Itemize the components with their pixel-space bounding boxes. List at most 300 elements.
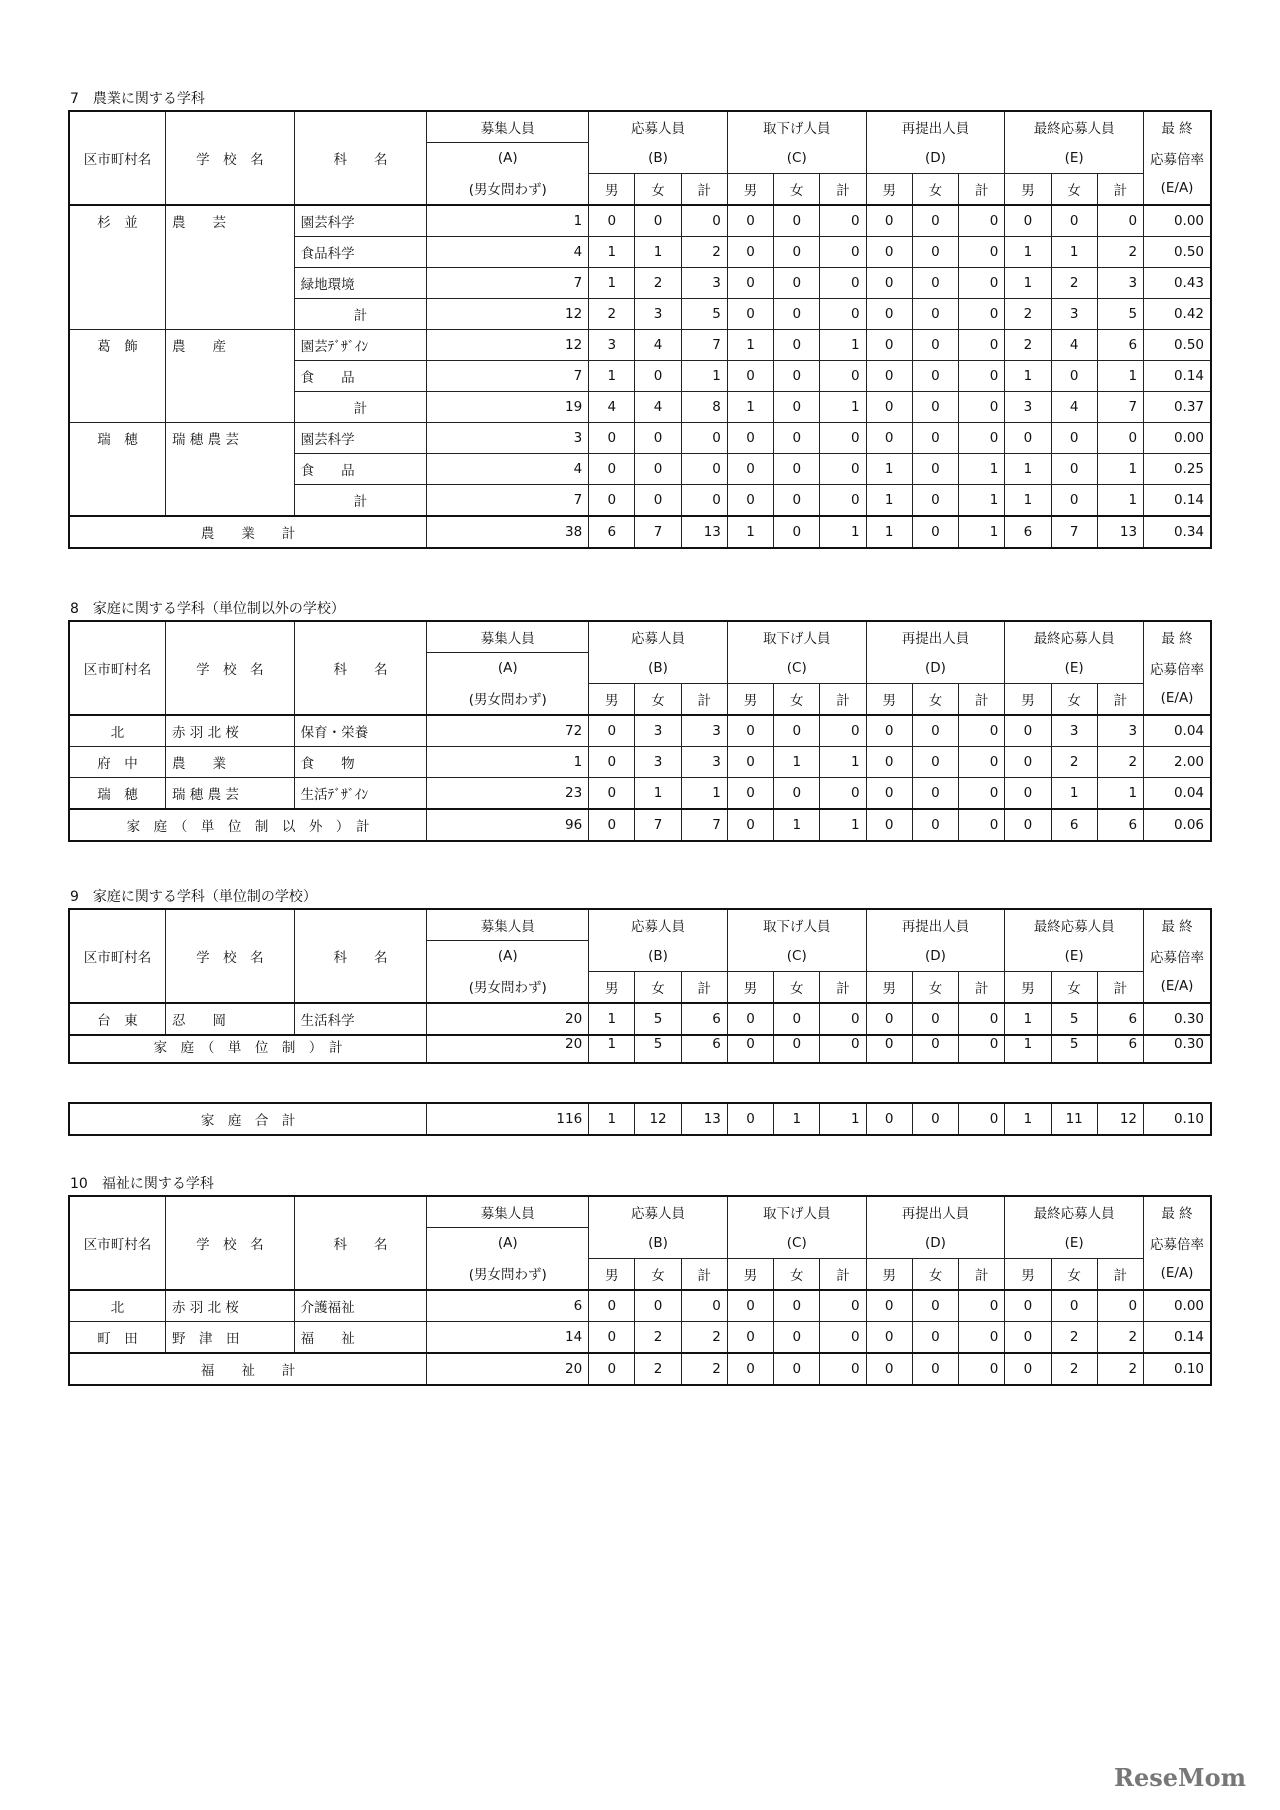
cell: 1 xyxy=(727,391,773,422)
cell: 女 xyxy=(774,683,820,715)
cell: 0 xyxy=(820,236,866,267)
cell: 0 xyxy=(866,298,912,329)
cell: 0 xyxy=(774,298,820,329)
cell: 1 xyxy=(866,516,912,548)
cell: 0 xyxy=(1097,1290,1143,1322)
cell xyxy=(69,391,166,422)
cell: 2 xyxy=(1097,746,1143,777)
cell: 0 xyxy=(820,298,866,329)
cell: 女 xyxy=(912,1258,958,1290)
cell: 最 終 xyxy=(1144,111,1211,143)
cell xyxy=(166,453,295,484)
cell: 116 xyxy=(427,1103,589,1135)
cell: 1 xyxy=(774,1103,820,1135)
cell: 最 終 xyxy=(1144,1196,1211,1228)
cell xyxy=(166,267,295,298)
cell: 計 xyxy=(959,683,1005,715)
cell: 0 xyxy=(589,746,635,777)
cell: 学 校 名 xyxy=(166,111,295,205)
cell: 0 xyxy=(1051,360,1097,391)
cell: 0 xyxy=(1005,715,1051,747)
cell: 0 xyxy=(820,1290,866,1322)
cell: 計 xyxy=(294,391,427,422)
cell: 0.37 xyxy=(1144,391,1211,422)
cell: 計 xyxy=(681,683,727,715)
cell: 0 xyxy=(912,715,958,747)
cell: 瑞 穂 xyxy=(69,777,166,809)
cell: 0 xyxy=(959,267,1005,298)
cell xyxy=(69,484,166,516)
cell: 0 xyxy=(959,360,1005,391)
cell: 0 xyxy=(1005,746,1051,777)
cell: 男 xyxy=(1005,683,1051,715)
table-row xyxy=(69,1003,1211,1035)
cell: 2 xyxy=(1051,746,1097,777)
cell: 1 xyxy=(589,1035,635,1063)
cell: 園芸ﾃﾞｻﾞｲﾝ xyxy=(294,329,427,360)
cell: 最終応募人員 xyxy=(1005,621,1144,653)
cell: 1 xyxy=(589,1003,635,1035)
cell: 再提出人員 xyxy=(866,621,1005,653)
cell: 0 xyxy=(912,1321,958,1353)
cell: 7 xyxy=(681,329,727,360)
cell: 取下げ人員 xyxy=(727,909,866,941)
cell: 2.00 xyxy=(1144,746,1211,777)
cell: 0 xyxy=(820,205,866,237)
cell: 0 xyxy=(866,715,912,747)
cell: 0 xyxy=(727,1003,773,1035)
cell: 園芸科学 xyxy=(294,205,427,237)
cell: (E) xyxy=(1005,1228,1144,1259)
cell: 女 xyxy=(635,1258,681,1290)
cell: 0 xyxy=(820,1003,866,1035)
total-label: 家 庭 合 計 xyxy=(69,1103,427,1135)
cell: 3 xyxy=(589,329,635,360)
cell: 0 xyxy=(774,516,820,548)
cell: 0.10 xyxy=(1144,1103,1211,1135)
cell: 2 xyxy=(1097,1321,1143,1353)
table-home-economics-grand-total xyxy=(68,1102,1212,1136)
cell: 農 芸 xyxy=(166,205,295,237)
cell: 0.00 xyxy=(1144,422,1211,453)
cell: 0.00 xyxy=(1144,1290,1211,1322)
total-label: 家 庭 （ 単 位 制 以 外 ） 計 xyxy=(69,809,427,841)
cell: 0 xyxy=(912,329,958,360)
cell: 38 xyxy=(427,516,589,548)
cell: 葛 飾 xyxy=(69,329,166,360)
cell: 0 xyxy=(681,484,727,516)
cell: 台 東 xyxy=(69,1003,166,1035)
cell: 計 xyxy=(294,484,427,516)
cell: 0 xyxy=(912,809,958,841)
cell: 0 xyxy=(774,484,820,516)
cell: 2 xyxy=(1097,1353,1143,1385)
cell: 0 xyxy=(589,484,635,516)
cell: 北 xyxy=(69,1290,166,1322)
cell: (C) xyxy=(727,941,866,972)
cell: 2 xyxy=(1005,329,1051,360)
cell: 5 xyxy=(1051,1003,1097,1035)
cell: 0 xyxy=(866,360,912,391)
cell: 0 xyxy=(635,360,681,391)
cell: 1 xyxy=(1005,453,1051,484)
cell: 1 xyxy=(589,267,635,298)
section-7-title: 7 農業に関する学科 xyxy=(70,91,205,107)
cell: 0 xyxy=(959,236,1005,267)
cell: 0 xyxy=(959,391,1005,422)
cell: 1 xyxy=(589,1103,635,1135)
cell: 取下げ人員 xyxy=(727,1196,866,1228)
table-home-economics-non-credit xyxy=(68,620,1212,842)
cell: 瑞 穂 農 芸 xyxy=(166,777,295,809)
cell: 1 xyxy=(820,746,866,777)
cell: 男 xyxy=(866,971,912,1003)
cell: (E/A) xyxy=(1144,683,1211,715)
cell: 計 xyxy=(959,971,1005,1003)
cell: 1 xyxy=(681,777,727,809)
cell: 食 物 xyxy=(294,746,427,777)
cell: 再提出人員 xyxy=(866,111,1005,143)
cell: 4 xyxy=(1051,391,1097,422)
header-area: 区市町村名 xyxy=(69,111,166,205)
cell: 0 xyxy=(681,453,727,484)
cell: 0 xyxy=(727,1321,773,1353)
cell: 計 xyxy=(681,971,727,1003)
cell: 3 xyxy=(681,746,727,777)
cell: 女 xyxy=(912,173,958,205)
cell: (男女問わず) xyxy=(427,683,589,715)
cell: 保育・栄養 xyxy=(294,715,427,747)
header-area: 区市町村名 xyxy=(69,909,166,1003)
cell: 1 xyxy=(727,516,773,548)
cell: 男 xyxy=(727,1258,773,1290)
cell: 生活ﾃﾞｻﾞｲﾝ xyxy=(294,777,427,809)
cell: 8 xyxy=(681,391,727,422)
cell: 6 xyxy=(1005,516,1051,548)
table-row xyxy=(69,205,1211,237)
cell: (D) xyxy=(866,1228,1005,1259)
cell: 0 xyxy=(866,205,912,237)
cell: 1 xyxy=(427,205,589,237)
cell: 食 品 xyxy=(294,360,427,391)
cell: 最終応募人員 xyxy=(1005,909,1144,941)
cell: 0 xyxy=(1005,777,1051,809)
cell: 0 xyxy=(820,360,866,391)
cell: 0 xyxy=(774,422,820,453)
cell: 園芸科学 xyxy=(294,422,427,453)
cell: 農 産 xyxy=(166,329,295,360)
cell: 3 xyxy=(681,267,727,298)
cell: 0 xyxy=(959,746,1005,777)
cell: 0 xyxy=(820,484,866,516)
cell: 町 田 xyxy=(69,1321,166,1353)
total-row xyxy=(69,1103,1211,1135)
cell: 5 xyxy=(635,1003,681,1035)
cell: 0 xyxy=(727,1035,773,1063)
cell: 0 xyxy=(866,1321,912,1353)
cell: 0 xyxy=(589,1290,635,1322)
cell: (A) xyxy=(427,941,589,972)
cell: 応募倍率 xyxy=(1144,653,1211,684)
cell: 5 xyxy=(635,1035,681,1063)
cell: 6 xyxy=(1051,809,1097,841)
total-label: 家 庭 （ 単 位 制 ） 計 xyxy=(69,1035,427,1063)
cell: 0 xyxy=(866,236,912,267)
total-row xyxy=(69,1353,1211,1385)
table-row xyxy=(69,329,1211,360)
cell: 2 xyxy=(1051,1353,1097,1385)
cell: 0 xyxy=(820,453,866,484)
cell: 0 xyxy=(912,1103,958,1135)
cell: 2 xyxy=(635,1321,681,1353)
cell: 1 xyxy=(635,777,681,809)
cell: 0 xyxy=(774,236,820,267)
section-8-title: 8 家庭に関する学科（単位制以外の学校） xyxy=(70,601,345,617)
table-row xyxy=(69,422,1211,453)
cell: 0 xyxy=(866,1290,912,1322)
cell: 学 校 名 xyxy=(166,909,295,1003)
cell: 最終応募人員 xyxy=(1005,111,1144,143)
cell: 1 xyxy=(820,391,866,422)
cell: 0 xyxy=(1005,1353,1051,1385)
cell: 瑞 穂 農 芸 xyxy=(166,422,295,453)
cell: 2 xyxy=(1005,298,1051,329)
cell: 3 xyxy=(427,422,589,453)
cell: 0 xyxy=(727,360,773,391)
cell: 女 xyxy=(1051,683,1097,715)
cell: 北 xyxy=(69,715,166,747)
cell: 0 xyxy=(1005,809,1051,841)
cell: 0 xyxy=(866,422,912,453)
cell: 計 xyxy=(820,1258,866,1290)
cell: 5 xyxy=(681,298,727,329)
cell: 取下げ人員 xyxy=(727,111,866,143)
cell: 13 xyxy=(681,1103,727,1135)
cell: 0 xyxy=(727,298,773,329)
cell: 0 xyxy=(1005,1290,1051,1322)
cell: (E) xyxy=(1005,143,1144,174)
cell: 2 xyxy=(681,1353,727,1385)
cell: 1 xyxy=(1097,484,1143,516)
cell: 男 xyxy=(589,1258,635,1290)
cell: 0 xyxy=(820,777,866,809)
table-row xyxy=(69,1321,1211,1353)
cell: 0.34 xyxy=(1144,516,1211,548)
cell: 0 xyxy=(820,1321,866,1353)
cell: 5 xyxy=(1051,1035,1097,1063)
cell: 0 xyxy=(1051,422,1097,453)
cell: 0 xyxy=(912,1003,958,1035)
cell: 緑地環境 xyxy=(294,267,427,298)
cell: 1 xyxy=(959,484,1005,516)
cell: 計 xyxy=(681,173,727,205)
cell: 0 xyxy=(774,1035,820,1063)
table-welfare xyxy=(68,1195,1212,1386)
cell: (B) xyxy=(589,143,728,174)
cell: 科 名 xyxy=(294,1196,427,1290)
cell: 男 xyxy=(589,971,635,1003)
cell: 1 xyxy=(1005,236,1051,267)
cell: 5 xyxy=(1097,298,1143,329)
cell: 1 xyxy=(1005,267,1051,298)
cell: 赤 羽 北 桜 xyxy=(166,1290,295,1322)
resemom-logo: ReseMom xyxy=(1114,1763,1246,1792)
cell: 0 xyxy=(727,236,773,267)
cell: 0 xyxy=(959,715,1005,747)
cell: 1 xyxy=(727,329,773,360)
cell: 1 xyxy=(1051,236,1097,267)
cell: 0 xyxy=(912,422,958,453)
cell: 0.00 xyxy=(1144,205,1211,237)
cell: 13 xyxy=(681,516,727,548)
cell: 20 xyxy=(427,1035,589,1063)
cell: 応募人員 xyxy=(589,909,728,941)
cell: 7 xyxy=(1097,391,1143,422)
header-area: 区市町村名 xyxy=(69,621,166,715)
table-row xyxy=(69,360,1211,391)
table-row xyxy=(69,777,1211,809)
cell: 2 xyxy=(589,298,635,329)
table-home-economics-credit xyxy=(68,908,1212,1064)
cell: 応募倍率 xyxy=(1144,941,1211,972)
cell: 0 xyxy=(1051,1290,1097,1322)
cell: 野 津 田 xyxy=(166,1321,295,1353)
cell: (D) xyxy=(866,941,1005,972)
cell: (E/A) xyxy=(1144,971,1211,1003)
cell: 0 xyxy=(912,777,958,809)
cell: 0 xyxy=(959,1003,1005,1035)
cell: 0 xyxy=(727,1353,773,1385)
cell: 再提出人員 xyxy=(866,1196,1005,1228)
cell: 計 xyxy=(1097,1258,1143,1290)
cell: 6 xyxy=(589,516,635,548)
cell: 0 xyxy=(912,484,958,516)
cell: 男 xyxy=(866,1258,912,1290)
cell: 男 xyxy=(1005,1258,1051,1290)
cell: (C) xyxy=(727,653,866,684)
cell: 4 xyxy=(635,329,681,360)
cell: 0 xyxy=(866,391,912,422)
cell: 2 xyxy=(635,267,681,298)
cell: 女 xyxy=(635,173,681,205)
cell: 0 xyxy=(589,809,635,841)
cell: 2 xyxy=(1051,267,1097,298)
cell: 1 xyxy=(774,809,820,841)
cell: 19 xyxy=(427,391,589,422)
header-area: 区市町村名 xyxy=(69,1196,166,1290)
cell: 0 xyxy=(589,205,635,237)
total-row xyxy=(69,809,1211,841)
cell: 0 xyxy=(727,484,773,516)
cell: 4 xyxy=(1051,329,1097,360)
cell: 0 xyxy=(774,267,820,298)
cell: 0 xyxy=(681,1290,727,1322)
cell: 0 xyxy=(774,1321,820,1353)
cell: 募集人員 xyxy=(427,621,589,653)
cell: 0 xyxy=(589,453,635,484)
cell: 0.10 xyxy=(1144,1353,1211,1385)
cell: 1 xyxy=(820,516,866,548)
cell: 計 xyxy=(959,1258,1005,1290)
cell: 計 xyxy=(681,1258,727,1290)
cell: 0 xyxy=(959,1353,1005,1385)
cell: 介護福祉 xyxy=(294,1290,427,1322)
cell: 6 xyxy=(1097,809,1143,841)
cell: 0 xyxy=(912,453,958,484)
cell: 0 xyxy=(727,777,773,809)
total-row xyxy=(69,516,1211,548)
cell: 2 xyxy=(681,236,727,267)
cell: 0 xyxy=(589,1321,635,1353)
cell: 11 xyxy=(1051,1103,1097,1135)
cell: 学 校 名 xyxy=(166,1196,295,1290)
cell: 0 xyxy=(820,1035,866,1063)
cell: 女 xyxy=(635,971,681,1003)
cell: (D) xyxy=(866,653,1005,684)
cell: 0 xyxy=(1097,422,1143,453)
cell: 女 xyxy=(912,971,958,1003)
cell: 0 xyxy=(912,391,958,422)
cell: 1 xyxy=(866,484,912,516)
cell xyxy=(166,391,295,422)
cell: 0 xyxy=(866,746,912,777)
cell: 2 xyxy=(1051,1321,1097,1353)
cell: 12 xyxy=(1097,1103,1143,1135)
cell: 0 xyxy=(866,809,912,841)
cell: 7 xyxy=(1051,516,1097,548)
cell: 募集人員 xyxy=(427,909,589,941)
cell xyxy=(69,236,166,267)
cell: 1 xyxy=(1005,360,1051,391)
cell: 0 xyxy=(820,422,866,453)
cell: 0 xyxy=(912,1035,958,1063)
cell: 0 xyxy=(774,205,820,237)
cell: 1 xyxy=(635,236,681,267)
cell: 1 xyxy=(1051,777,1097,809)
cell: 3 xyxy=(1097,715,1143,747)
cell: 募集人員 xyxy=(427,1196,589,1228)
cell: 0 xyxy=(727,715,773,747)
cell: 0 xyxy=(959,205,1005,237)
cell: 12 xyxy=(635,1103,681,1135)
cell: 72 xyxy=(427,715,589,747)
cell: 0 xyxy=(912,205,958,237)
cell: 0.30 xyxy=(1144,1003,1211,1035)
cell: 1 xyxy=(589,360,635,391)
cell: (C) xyxy=(727,143,866,174)
table-row xyxy=(69,715,1211,747)
cell: 3 xyxy=(1051,298,1097,329)
cell: 府 中 xyxy=(69,746,166,777)
cell: 男 xyxy=(727,971,773,1003)
cell: 0.04 xyxy=(1144,715,1211,747)
cell: (男女問わず) xyxy=(427,1258,589,1290)
cell: 男 xyxy=(589,173,635,205)
cell: 0 xyxy=(1005,205,1051,237)
cell: 2 xyxy=(681,1321,727,1353)
cell: 3 xyxy=(681,715,727,747)
cell: 0.06 xyxy=(1144,809,1211,841)
cell: 0.14 xyxy=(1144,484,1211,516)
cell: 0 xyxy=(727,267,773,298)
cell: 取下げ人員 xyxy=(727,621,866,653)
cell: 男 xyxy=(866,173,912,205)
cell: 7 xyxy=(681,809,727,841)
cell: 瑞 穂 xyxy=(69,422,166,453)
cell: 3 xyxy=(635,746,681,777)
cell: 0.04 xyxy=(1144,777,1211,809)
cell: 男 xyxy=(727,683,773,715)
